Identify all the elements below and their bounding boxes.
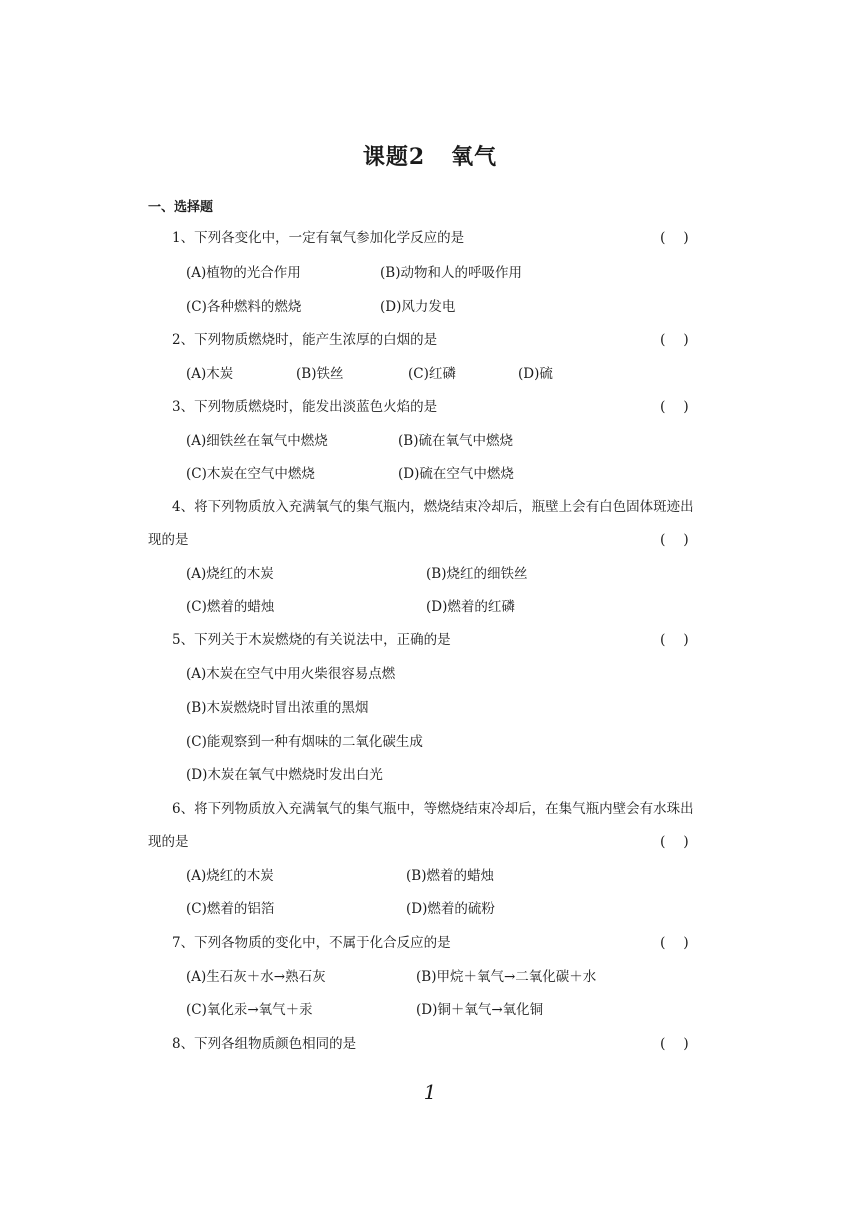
question-5-stem: 5、下列关于木炭燃烧的有关说法中，正确的是 [172, 632, 451, 648]
question-5-option-a: (A)木炭在空气中用火柴很容易点燃 [186, 666, 396, 682]
question-2-option-c: (C)红磷 [408, 366, 456, 382]
question-1-stem: 1、下列各变化中，一定有氧气参加化学反应的是 [172, 230, 465, 246]
question-7-option-b: (B)甲烷＋氧气→二氧化碳＋水 [416, 969, 597, 985]
question-7-stem: 7、下列各物质的变化中，不属于化合反应的是 [172, 935, 451, 951]
question-7-option-d: (D)铜＋氧气→氧化铜 [416, 1002, 544, 1018]
question-2-answer-paren: ( ) [660, 332, 689, 348]
question-3-stem: 3、下列物质燃烧时，能发出淡蓝色火焰的是 [172, 399, 438, 415]
question-2-option-a: (A)木炭 [186, 366, 234, 382]
question-5-answer-paren: ( ) [660, 632, 689, 648]
title-topic: 氧气 [451, 144, 498, 170]
question-5-option-c: (C)能观察到一种有烟味的二氧化碳生成 [186, 734, 423, 750]
section-heading: 一、选择题 [148, 200, 214, 215]
question-6-stem: 6、将下列物质放入充满氧气的集气瓶中，等燃烧结束冷却后，在集气瓶内壁会有水珠出 [172, 801, 694, 817]
question-1-option-c: (C)各种燃料的燃烧 [186, 299, 302, 315]
question-4-option-b: (B)烧红的细铁丝 [426, 566, 528, 582]
question-4-option-d: (D)燃着的红磷 [426, 599, 515, 615]
question-3-answer-paren: ( ) [660, 399, 689, 415]
question-2-stem: 2、下列物质燃烧时，能产生浓厚的白烟的是 [172, 332, 438, 348]
question-2-option-d: (D)硫 [518, 366, 553, 382]
question-6-option-b: (B)燃着的蜡烛 [406, 868, 494, 884]
question-3-option-d: (D)硫在空气中燃烧 [398, 466, 514, 482]
question-1-option-b: (B)动物和人的呼吸作用 [380, 265, 522, 281]
question-1-option-a: (A)植物的光合作用 [186, 265, 301, 281]
question-2-option-b: (B)铁丝 [296, 366, 344, 382]
question-1-option-d: (D)风力发电 [380, 299, 456, 315]
question-7-answer-paren: ( ) [660, 935, 689, 951]
question-4-option-a: (A)烧红的木炭 [186, 566, 274, 582]
question-4-stem: 4、将下列物质放入充满氧气的集气瓶内，燃烧结束冷却后，瓶壁上会有白色固体斑迹出 [172, 499, 694, 515]
page-number: 1 [423, 1080, 437, 1104]
question-6-option-d: (D)燃着的硫粉 [406, 901, 495, 917]
question-3-option-a: (A)细铁丝在氧气中燃烧 [186, 433, 328, 449]
question-7-option-c: (C)氧化汞→氧气＋汞 [186, 1002, 313, 1018]
question-4-answer-paren: ( ) [660, 532, 689, 548]
question-8-answer-paren: ( ) [660, 1036, 689, 1052]
question-8-stem: 8、下列各组物质颜色相同的是 [172, 1036, 357, 1052]
question-3-option-b: (B)硫在氧气中燃烧 [398, 433, 513, 449]
question-4-option-c: (C)燃着的蜡烛 [186, 599, 275, 615]
question-7-option-a: (A)生石灰＋水→熟石灰 [186, 969, 326, 985]
question-3-option-c: (C)木炭在空气中燃烧 [186, 466, 315, 482]
question-5-option-d: (D)木炭在氧气中燃烧时发出白光 [186, 767, 383, 783]
question-4-stem-continued: 现的是 [148, 532, 189, 548]
question-1-answer-paren: ( ) [660, 230, 689, 246]
page-title [0, 140, 860, 171]
question-6-option-a: (A)烧红的木炭 [186, 868, 274, 884]
question-5-option-b: (B)木炭燃烧时冒出浓重的黑烟 [186, 700, 369, 716]
question-6-stem-continued: 现的是 [148, 834, 189, 850]
question-6-answer-paren: ( ) [660, 834, 689, 850]
question-6-option-c: (C)燃着的铝箔 [186, 901, 275, 917]
title-lesson: 课题2 [362, 144, 426, 170]
